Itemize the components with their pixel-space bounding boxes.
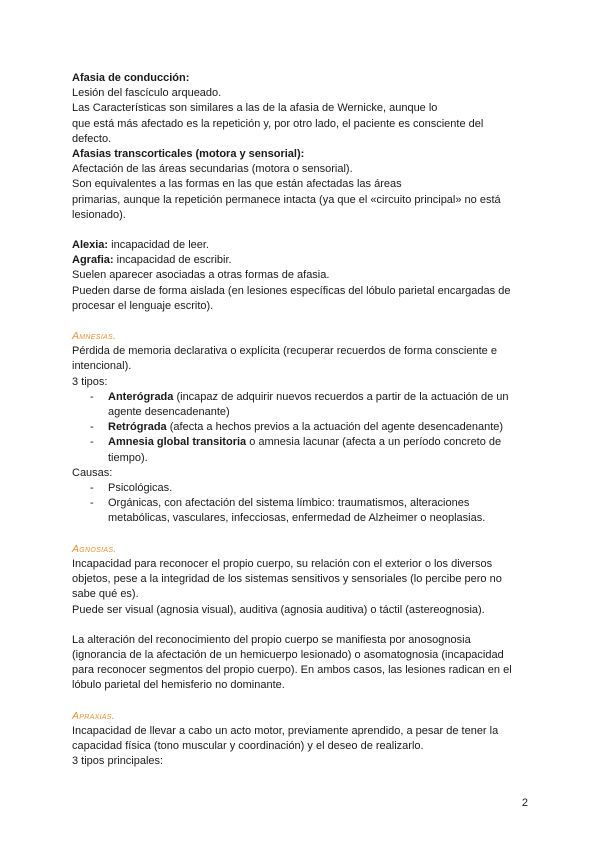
amnesias-causas-label: Causas: (72, 466, 113, 479)
agnosias-paragraph-2: Puede ser visual (agnosia visual), auditiva (agnosia auditiva) o táctil (astereognosia). (72, 603, 485, 616)
agnosias-paragraph-3: La alteración del reconocimiento del propio cuerpo se manifiesta por anosognosia (ignorancia de la afectación de un hemicuerpo lesionado) o asomatognosia (incapacidad para reconocer segmentos del propio cuerpo). En ambos casos, las lesiones radican en el lóbulo parietal del hemisferio no dominante. (72, 633, 512, 692)
agnosias-heading: Agnosias. (72, 542, 117, 555)
agrafia-definition: Agrafia: incapacidad de escribir. (72, 254, 232, 267)
amnesias-tipos-label: 3 tipos: (72, 375, 108, 388)
section-title-transcorticales: Afasias transcorticales (motora y sensorial): (72, 148, 305, 161)
alexia-note-2: Pueden darse de forma aislada (en lesiones específicas del lóbulo parietal encargadas de procesar el lenguaje escrito). (72, 284, 511, 312)
alexia-note-1: Suelen aparecer asociadas a otras formas de afasia. (72, 269, 330, 282)
agnosias-paragraph-1: Incapacidad para reconocer el propio cuerpo, su relación con el exterior o los diversos objetos, pese a la integridad de los sistemas sensitivos y sensoriales (lo percibe pero no sabe qué es). (72, 557, 502, 601)
conduccion-line-2: Las Características son similares a las de la afasia de Wernicke, aunque lo (72, 102, 438, 115)
list-item: - Amnesia global transitoria o amnesia lacunar (afecta a un período concreto de tiempo). (108, 435, 522, 465)
conduccion-line-3: que está más afectado es la repetición y, por otro lado, el paciente es consciente del defecto. (72, 117, 484, 145)
amnesias-tipos-list (72, 390, 522, 466)
document-body (72, 71, 522, 769)
apraxias-paragraph-1: Incapacidad de llevar a cabo un acto motor, previamente aprendido, a pesar de tener la capacidad física (tono muscular y coordinación) y el deseo de realizarlo. (72, 724, 499, 752)
list-item: - Anterógrada (incapaz de adquirir nuevos recuerdos a partir de la actuación de un agente desencadenante) (108, 390, 522, 420)
amnesias-intro: Pérdida de memoria declarativa o explícita (recuperar recuerdos de forma consciente e intencional). (72, 345, 497, 373)
alexia-definition: Alexia: incapacidad de leer. (72, 239, 209, 252)
section-title-conduccion: Afasia de conducción: (72, 72, 190, 84)
list-item: - Retrógrada (afecta a hechos previos a la actuación del agente desencadenante) (108, 420, 522, 435)
amnesias-causas-list (72, 481, 522, 527)
transcorticales-line-2: Son equivalentes a las formas en las que están afectadas las áreas (72, 178, 402, 191)
list-item: - Psicológicas. (108, 481, 522, 496)
conduccion-line-1: Lesión del fascículo arqueado. (72, 87, 222, 100)
apraxias-heading: Apraxias. (72, 709, 115, 722)
apraxias-paragraph-2: 3 tipos principales: (72, 755, 164, 768)
transcorticales-line-1: Afectación de las áreas secundarias (motora o sensorial). (72, 163, 353, 176)
transcorticales-line-3: primarias, aunque la repetición permanece intacta (ya que el «circuito principal» no está lesionado). (72, 193, 501, 221)
amnesias-heading: Amnesias. (72, 330, 117, 343)
page-number: 2 (521, 797, 528, 809)
list-item: - Orgánicas, con afectación del sistema límbico: traumatismos, alteraciones metabólicas, vasculares, infecciosas, enfermedad de Alzheimer o neoplasias. (108, 496, 522, 526)
